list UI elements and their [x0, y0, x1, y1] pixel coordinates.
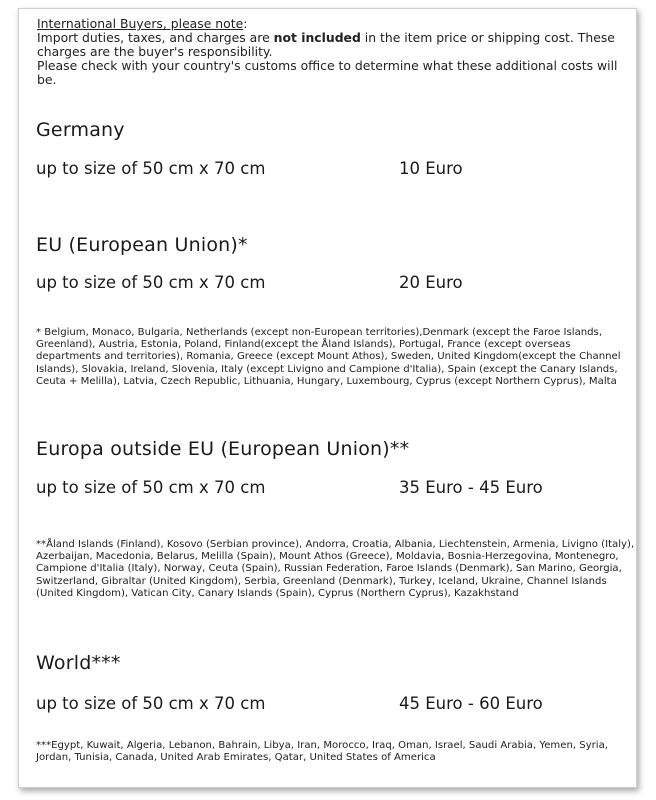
- footnote-europe-non-eu: **Åland Islands (Finland), Kosovo (Serbian province), Andorra, Croatia, Albania, Liechtenstein, Armenia, Livigno (Italy), Azerbaijan, Macedonia, Belarus, Melilla (Spain), Mount Athos (Greece), Moldavia, Bosnia-Herzegovina, Montenegro, Campione d'Italia (Italy), Norway, Ceuta (Spain), Russian Federation, Faroe Islands (Denmark), San Marino, Georgia, Switzerland, Gibraltar (United Kingdom), Serbia, Greenland (Denmark), Turkey, Iceland, Ukraine, Channel Islands (United Kingdom), Vatican City, Canary Islands (Spain), Cyprus (Northern Cyprus), Kazakhstand: [36, 539, 635, 599]
- rate-price-germany: 10 Euro: [399, 159, 463, 178]
- section-heading-eu: EU (European Union)*: [36, 234, 248, 256]
- notice-line-1-post: in the item price or shipping cost. These charges are the buyer's responsibility.: [37, 30, 615, 59]
- rate-price-world: 45 Euro - 60 Euro: [399, 694, 543, 713]
- shipping-info-card: [18, 8, 637, 788]
- buyer-notice: [37, 17, 627, 87]
- section-heading-germany: Germany: [36, 119, 125, 141]
- notice-line-1: [37, 31, 627, 59]
- rate-price-europe-non-eu: 35 Euro - 45 Euro: [399, 478, 543, 497]
- footnote-eu: * Belgium, Monaco, Bulgaria, Netherlands (except non-European territories),Denmark (except the Faroe Islands, Greenland), Austria, Estonia, Poland, Finland(except the Åland Islands), Portugal, France (except overseas departments and territories), Romania, Greece (except Mount Athos), Sweden, United Kingdom(except the Channel Islands), Slovakia, Ireland, Slovenia, Italy (except Livigno and Campione d'Italia), Spain (except the Canary Islands, Ceuta + Melilla), Latvia, Czech Republic, Lithuania, Hungary, Luxembourg, Cyprus (except Northern Cyprus), Malta: [36, 327, 621, 387]
- notice-line-2: Please check with your country's customs office to determine what these additional costs will be.: [37, 58, 618, 87]
- footnote-world: ***Egypt, Kuwait, Algeria, Lebanon, Bahrain, Libya, Iran, Morocco, Iraq, Oman, Israel, Saudi Arabia, Yemen, Syria, Jordan, Tunisia, Canada, United Arab Emirates, Qatar, United States of America: [36, 740, 609, 764]
- rate-price-eu: 20 Euro: [399, 273, 463, 292]
- rate-size-germany: up to size of 50 cm x 70 cm: [36, 159, 266, 178]
- notice-title: International Buyers, please note: [37, 16, 244, 31]
- notice-line-1-pre: Import duties, taxes, and charges are: [37, 30, 274, 45]
- rate-size-eu: up to size of 50 cm x 70 cm: [36, 273, 266, 292]
- notice-title-colon: :: [243, 16, 248, 31]
- rate-size-world: up to size of 50 cm x 70 cm: [36, 694, 266, 713]
- section-heading-europe-non-eu: Europa outside EU (European Union)**: [36, 438, 410, 460]
- rate-size-europe-non-eu: up to size of 50 cm x 70 cm: [36, 478, 266, 497]
- notice-not-included: not included: [273, 30, 361, 45]
- section-heading-world: World***: [36, 652, 121, 674]
